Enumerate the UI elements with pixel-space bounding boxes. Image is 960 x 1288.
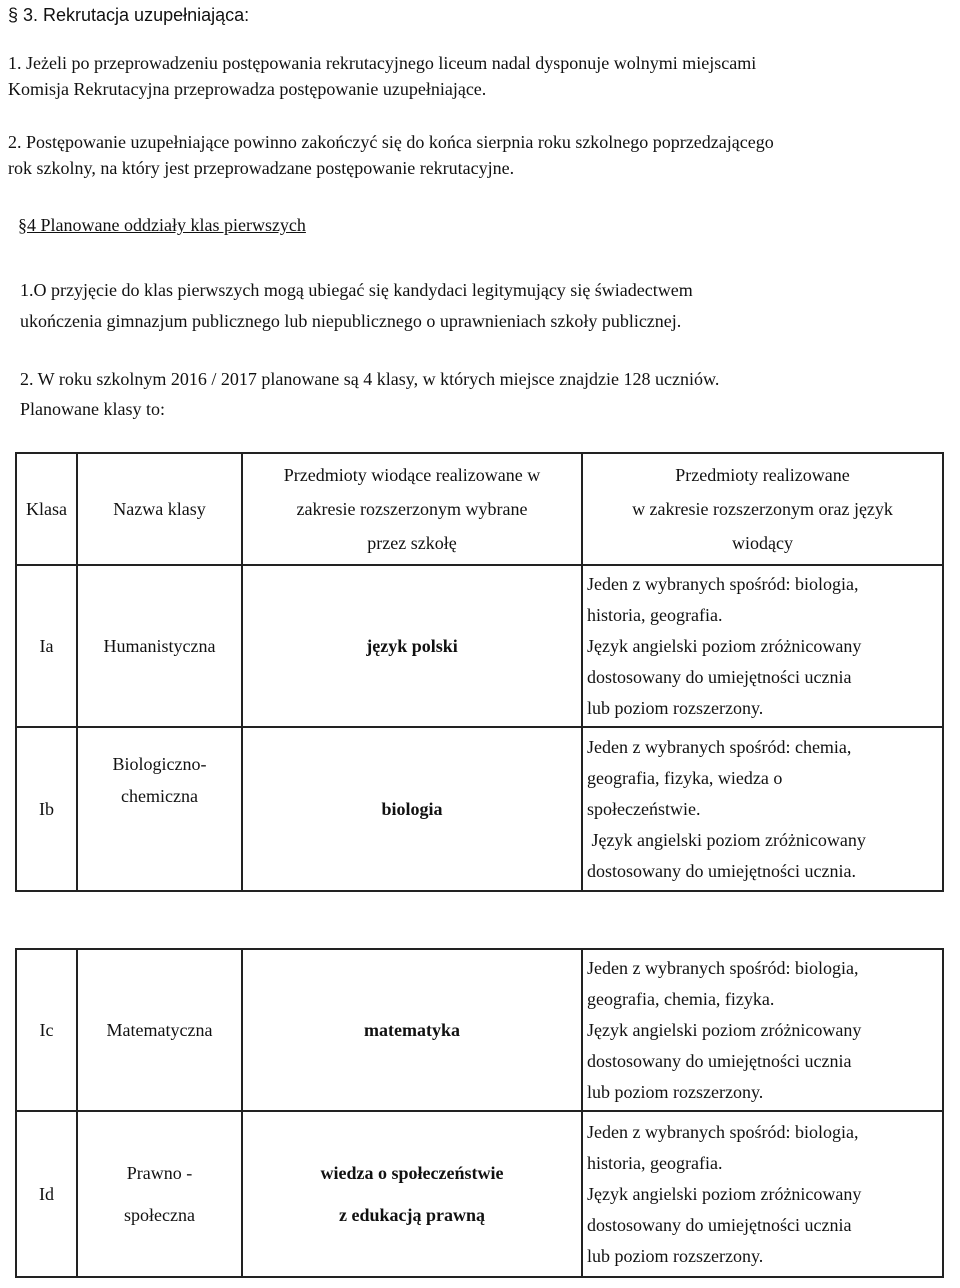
cell-opis-line: dostosowany do umiejętności ucznia	[587, 1214, 852, 1235]
cell-opis-line: lub poziom rozszerzony.	[587, 697, 764, 718]
cell-nazwa	[77, 727, 242, 891]
cell-wiodace-line: matematyka	[364, 1019, 460, 1040]
cell-opis-line: lub poziom rozszerzony.	[587, 1245, 764, 1266]
cell-wiodace	[242, 1111, 582, 1277]
cell-wiodace-line: język polski	[366, 635, 458, 656]
s4-paragraph-2-line-1: 2. W roku szkolnym 2016 / 2017 planowane są 4 klasy, w których miejsce znajdzie 128 uczniów.	[20, 369, 720, 389]
classes-table-2	[15, 948, 944, 1278]
cell-nazwa-line: chemiczna	[121, 786, 198, 806]
classes-table-1	[15, 452, 944, 892]
cell-opis-line: Język angielski poziom zróżnicowany	[587, 1019, 862, 1040]
section-3-heading: § 3. Rekrutacja uzupełniająca:	[8, 5, 250, 25]
header-realizowane-line: wiodący	[732, 533, 793, 553]
cell-nazwa-line: Biologiczno-	[112, 754, 207, 774]
section-4-heading	[18, 214, 306, 236]
cell-wiodace-line: z edukacją prawną	[338, 1205, 485, 1225]
header-wiodace-line: Przedmioty wiodące realizowane w	[283, 465, 541, 485]
cell-nazwa-line: Matematyczna	[106, 1020, 213, 1040]
cell-klasa: Id	[16, 1111, 77, 1277]
s3-paragraph-2-line-1: 2. Postępowanie uzupełniające powinno zakończyć się do końca sierpnia roku szkolnego poprzedzającego	[8, 132, 774, 152]
cell-opis	[582, 1111, 943, 1277]
header-wiodace	[242, 453, 582, 565]
cell-opis-line: dostosowany do umiejętności ucznia.	[587, 860, 856, 881]
cell-nazwa	[77, 1111, 242, 1277]
cell-nazwa	[77, 565, 242, 727]
cell-wiodace	[242, 949, 582, 1111]
cell-nazwa-line: Prawno -	[126, 1163, 193, 1183]
cell-nazwa-line: społeczna	[124, 1205, 195, 1225]
cell-wiodace-line: biologia	[381, 798, 443, 819]
table-row-ib	[16, 727, 943, 891]
cell-nazwa	[77, 949, 242, 1111]
cell-opis-line: Jeden z wybranych spośród: chemia,	[587, 736, 852, 757]
section-mark: §	[18, 215, 27, 235]
cell-opis-line: geografia, chemia, fizyka.	[587, 988, 775, 1009]
cell-wiodace	[242, 565, 582, 727]
cell-opis-line: dostosowany do umiejętności ucznia	[587, 1050, 852, 1071]
cell-opis-line: Język angielski poziom zróżnicowany	[587, 635, 862, 656]
cell-opis-line: Język angielski poziom zróżnicowany	[587, 1183, 862, 1204]
cell-opis-line: społeczeństwie.	[587, 798, 701, 819]
cell-opis-line: Jeden z wybranych spośród: biologia,	[587, 1121, 859, 1142]
header-nazwa: Nazwa klasy	[77, 453, 242, 565]
table-row-id	[16, 1111, 943, 1277]
cell-opis-line: Jeden z wybranych spośród: biologia,	[587, 573, 859, 594]
cell-opis	[582, 565, 943, 727]
s3-paragraph-1-line-1: 1. Jeżeli po przeprowadzeniu postępowania rekrutacyjnego liceum nadal dysponuje wolnymi miejscami	[8, 53, 757, 73]
cell-klasa: Ib	[16, 727, 77, 891]
header-klasa: Klasa	[16, 453, 77, 565]
header-realizowane-line: Przedmioty realizowane	[675, 465, 850, 485]
cell-opis-line: geografia, fizyka, wiedza o	[587, 767, 783, 788]
section-4-heading-text: 4 Planowane oddziały klas pierwszych	[27, 215, 306, 235]
cell-opis	[582, 949, 943, 1111]
cell-opis-line: Język angielski poziom zróżnicowany	[587, 829, 866, 850]
cell-opis	[582, 727, 943, 891]
table-row-ic	[16, 949, 943, 1111]
cell-opis-line: lub poziom rozszerzony.	[587, 1081, 764, 1102]
cell-wiodace	[242, 727, 582, 891]
header-realizowane	[582, 453, 943, 565]
cell-nazwa-line: Humanistyczna	[103, 636, 216, 656]
table-header-row	[16, 453, 943, 565]
cell-opis-line: historia, geografia.	[587, 604, 723, 625]
s4-paragraph-1-line-1: 1.O przyjęcie do klas pierwszych mogą ubiegać się kandydaci legitymujący się świadectwem	[20, 280, 693, 300]
cell-opis-line: historia, geografia.	[587, 1152, 723, 1173]
header-wiodace-line: przez szkołę	[367, 533, 457, 553]
s3-paragraph-1-line-2: Komisja Rekrutacyjna przeprowadza postępowanie uzupełniające.	[8, 79, 487, 99]
cell-opis-line: Jeden z wybranych spośród: biologia,	[587, 957, 859, 978]
s4-paragraph-2-line-2: Planowane klasy to:	[20, 399, 165, 419]
cell-opis-line: dostosowany do umiejętności ucznia	[587, 666, 852, 687]
s3-paragraph-2-line-2: rok szkolny, na który jest przeprowadzane postępowanie rekrutacyjne.	[8, 158, 515, 178]
header-wiodace-line: zakresie rozszerzonym wybrane	[296, 499, 528, 519]
s4-paragraph-1-line-2: ukończenia gimnazjum publicznego lub niepublicznego o uprawnieniach szkoły publicznej.	[20, 311, 682, 331]
header-realizowane-line: w zakresie rozszerzonym oraz język	[632, 499, 893, 519]
cell-klasa: Ia	[16, 565, 77, 727]
cell-wiodace-line: wiedza o społeczeństwie	[320, 1163, 504, 1183]
cell-klasa: Ic	[16, 949, 77, 1111]
table-row-ia	[16, 565, 943, 727]
